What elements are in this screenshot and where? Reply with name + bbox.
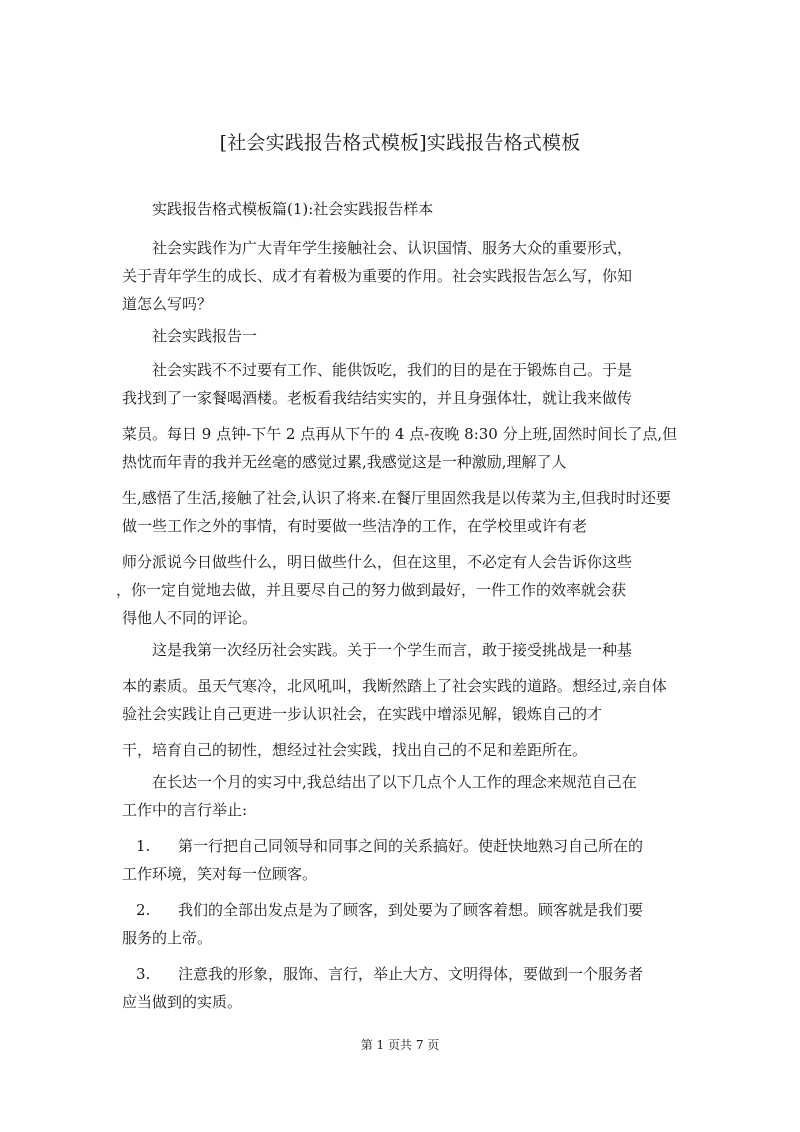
paragraph-line: 菜员。每日 9 点钟-下午 2 点再从下午的 4 点-夜晚 8:30 分上班,固然时间长了点,但 <box>122 425 678 443</box>
paragraph-line: 这是我第一次经历社会实践。关于一个学生而言，敢于接受挑战是一种基 <box>152 641 633 659</box>
list-item-line: 服务的上帝。 <box>122 929 213 947</box>
list-number: 3. <box>136 965 151 983</box>
list-item-line: 应当做到的实质。 <box>122 993 243 1011</box>
paragraph-line: 社会实践作为广大青年学生接触社会、认识国情、服务大众的重要形式， <box>152 239 633 257</box>
paragraph-line: 我找到了一家餐喝酒楼。老板看我结结实实的，并且身强体壮，就让我来做传 <box>122 389 633 407</box>
paragraph-line: 本的素质。虽天气寒冷，北风吼叫，我断然踏上了社会实践的道路。想经过,亲自体 <box>122 677 667 695</box>
document-title: [社会实践报告格式模板]实践报告格式模板 <box>219 132 581 154</box>
list-item-line: 第一行把自己同领导和同事之间的关系搞好。使赶快地熟习自己所在的 <box>178 837 644 855</box>
paragraph-line: 工作中的言行举止: <box>122 801 248 819</box>
paragraph-line: 师分派说今日做些什么，明日做些什么，但在这里，不必定有人会告诉你这些 <box>122 553 633 571</box>
list-number: 1. <box>136 837 151 855</box>
paragraph-line: 得他人不同的评论。 <box>122 609 258 627</box>
paragraph-line: 生,感悟了生活,接触了社会,认识了将来.在餐厅里固然我是以传菜为主,但我时时还要 <box>122 489 671 507</box>
page-footer: 第 1 页共 7 页 <box>360 1038 440 1052</box>
list-item-line: 工作环境，笑对每一位顾客。 <box>122 865 318 883</box>
paragraph-line: 关于青年学生的成长、成才有着极为重要的作用。社会实践报告怎么写，你知 <box>122 267 633 285</box>
section-heading: 社会实践报告一 <box>152 327 258 345</box>
subtitle-line: 实践报告格式模板篇(1):社会实践报告样本 <box>152 200 434 218</box>
paragraph-line: 验社会实践让自己更进一步认识社会，在实践中增添见解，锻炼自己的才 <box>122 705 603 723</box>
paragraph-line: 道怎么写吗？ <box>122 295 213 313</box>
paragraph-line: 社会实践不不过要有工作、能供饭吃，我们的目的是在于锻炼自己。于是 <box>152 361 633 379</box>
list-item-line: 我们的全部出发点是为了顾客，到处要为了顾客着想。顾客就是我们要 <box>178 901 644 919</box>
list-number: 2. <box>136 901 151 919</box>
list-item-line: 注意我的形象，服饰、言行，举止大方、文明得体，要做到一个服务者 <box>178 965 644 983</box>
paragraph-line: 在长达一个月的实习中,我总结出了以下几点个人工作的理念来规范自己在 <box>152 773 637 791</box>
paragraph-line: 热忱而年青的我并无丝毫的感觉过累,我感觉这是一种激励,理解了人 <box>122 453 567 471</box>
paragraph-line: 干，培育自己的韧性，想经过社会实践，找出自己的不足和差距所在。 <box>122 741 588 759</box>
paragraph-line: ，你一定自觉地去做，并且要尽自己的努力做到最好，一件工作的效率就会获 <box>116 581 627 599</box>
paragraph-line: 做一些工作之外的事情，有时要做一些洁净的工作，在学校里或许有老 <box>122 517 588 535</box>
